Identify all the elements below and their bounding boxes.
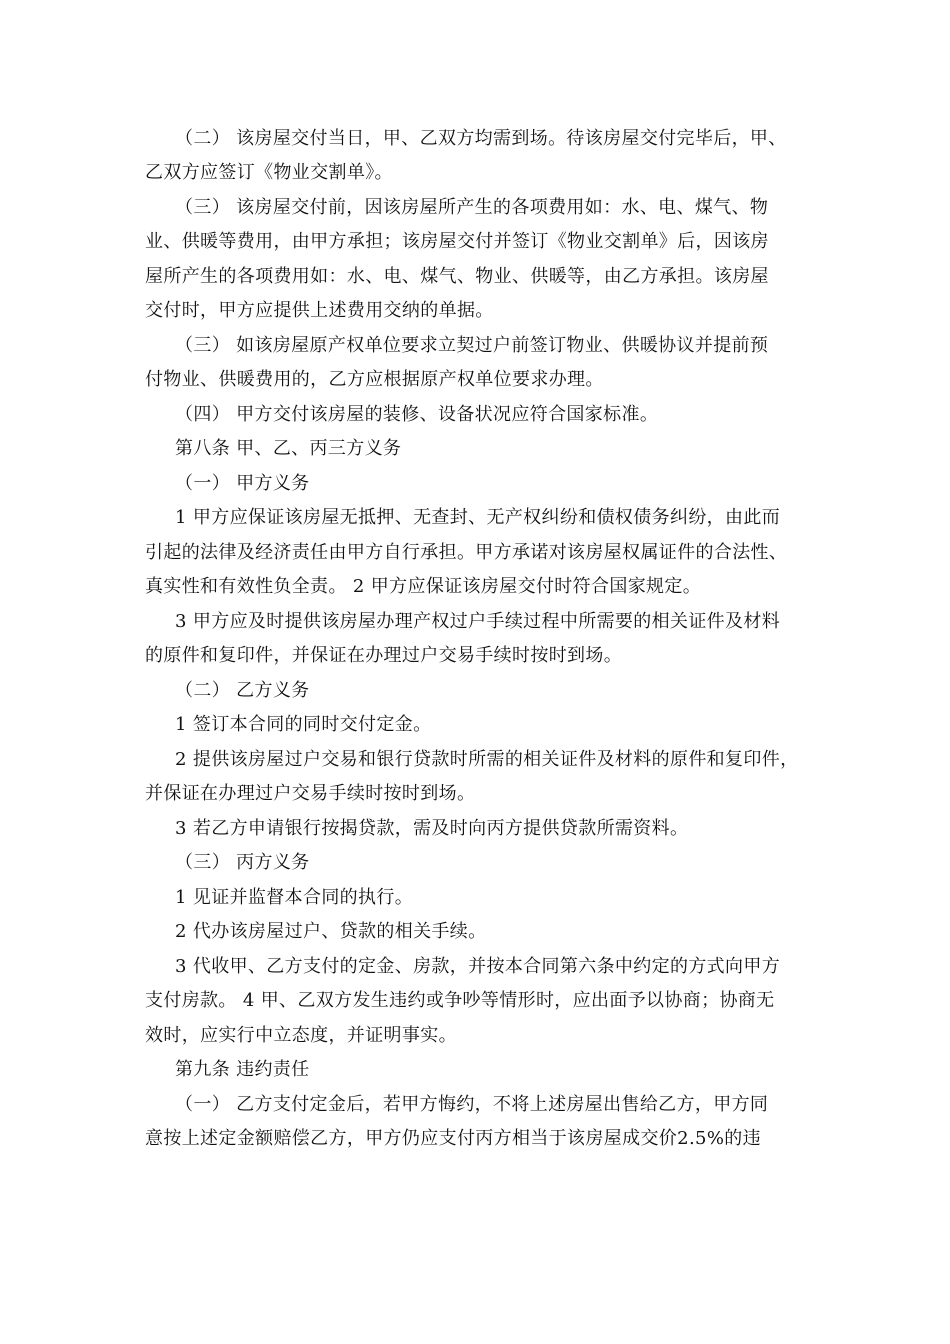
- section-heading: 第八条 甲、乙、丙三方义务: [175, 438, 402, 459]
- text-line: （三） 如该房屋原产权单位要求立契过户前签订物业、供暖协议并提前预: [175, 335, 769, 356]
- subsection-heading: （一） 甲方义务: [175, 473, 310, 494]
- text-line: 真实性和有效性负全责。 2 甲方应保证该房屋交付时符合国家规定。: [145, 576, 702, 597]
- text-line: 1 签订本合同的同时交付定金。: [175, 714, 432, 735]
- text-line: 3 甲方应及时提供该房屋办理产权过户手续过程中所需要的相关证件及材料: [175, 611, 781, 632]
- text-line: 3 代收甲、乙方支付的定金、房款，并按本合同第六条中约定的方式向甲方: [175, 956, 781, 977]
- text-line: 业、供暖等费用，由甲方承担；该房屋交付并签订《物业交割单》后，因该房: [145, 231, 769, 252]
- text-line: 意按上述定金额赔偿乙方，甲方仍应支付丙方相当于该房屋成交价2.5%的违: [145, 1128, 761, 1149]
- text-line: 1 见证并监督本合同的执行。: [175, 887, 414, 908]
- text-line: 的原件和复印件，并保证在办理过户交易手续时按时到场。: [145, 645, 623, 666]
- text-line: 交付时，甲方应提供上述费用交纳的单据。: [145, 300, 494, 321]
- text-line: 1 甲方应保证该房屋无抵押、无查封、无产权纠纷和债权债务纠纷，由此而: [175, 507, 781, 528]
- text-line: 乙双方应签订《物业交割单》。: [145, 162, 393, 183]
- text-line: 效时，应实行中立态度，并证明事实。: [145, 1025, 457, 1046]
- text-line: 2 代办该房屋过户、贷款的相关手续。: [175, 921, 487, 942]
- section-heading: 第九条 违约责任: [175, 1059, 310, 1080]
- text-line: 支付房款。 4 甲、乙双方发生违约或争吵等情形时，应出面予以协商；协商无: [145, 990, 775, 1011]
- text-line: （二） 该房屋交付当日，甲、乙双方均需到场。待该房屋交付完毕后，甲、: [175, 128, 787, 149]
- subsection-heading: （二） 乙方义务: [175, 680, 310, 701]
- text-line: 3 若乙方申请银行按揭贷款，需及时向丙方提供贷款所需资料。: [175, 818, 689, 839]
- text-line: （一） 乙方支付定金后，若甲方悔约，不将上述房屋出售给乙方，甲方同: [175, 1094, 769, 1115]
- text-line: 引起的法律及经济责任由甲方自行承担。甲方承诺对该房屋权属证件的合法性、: [145, 542, 788, 563]
- text-line: 2 提供该房屋过户交易和银行贷款时所需的相关证件及材料的原件和复印件，: [175, 749, 799, 770]
- text-line: 并保证在办理过户交易手续时按时到场。: [145, 783, 476, 804]
- text-line: （四） 甲方交付该房屋的装修、设备状况应符合国家标准。: [175, 404, 659, 425]
- text-line: （三） 该房屋交付前，因该房屋所产生的各项费用如：水、电、煤气、物: [175, 197, 769, 218]
- text-line: 付物业、供暖费用的，乙方应根据原产权单位要求办理。: [145, 369, 604, 390]
- subsection-heading: （三） 丙方义务: [175, 852, 310, 873]
- text-line: 屋所产生的各项费用如：水、电、煤气、物业、供暖等，由乙方承担。该房屋: [145, 266, 769, 287]
